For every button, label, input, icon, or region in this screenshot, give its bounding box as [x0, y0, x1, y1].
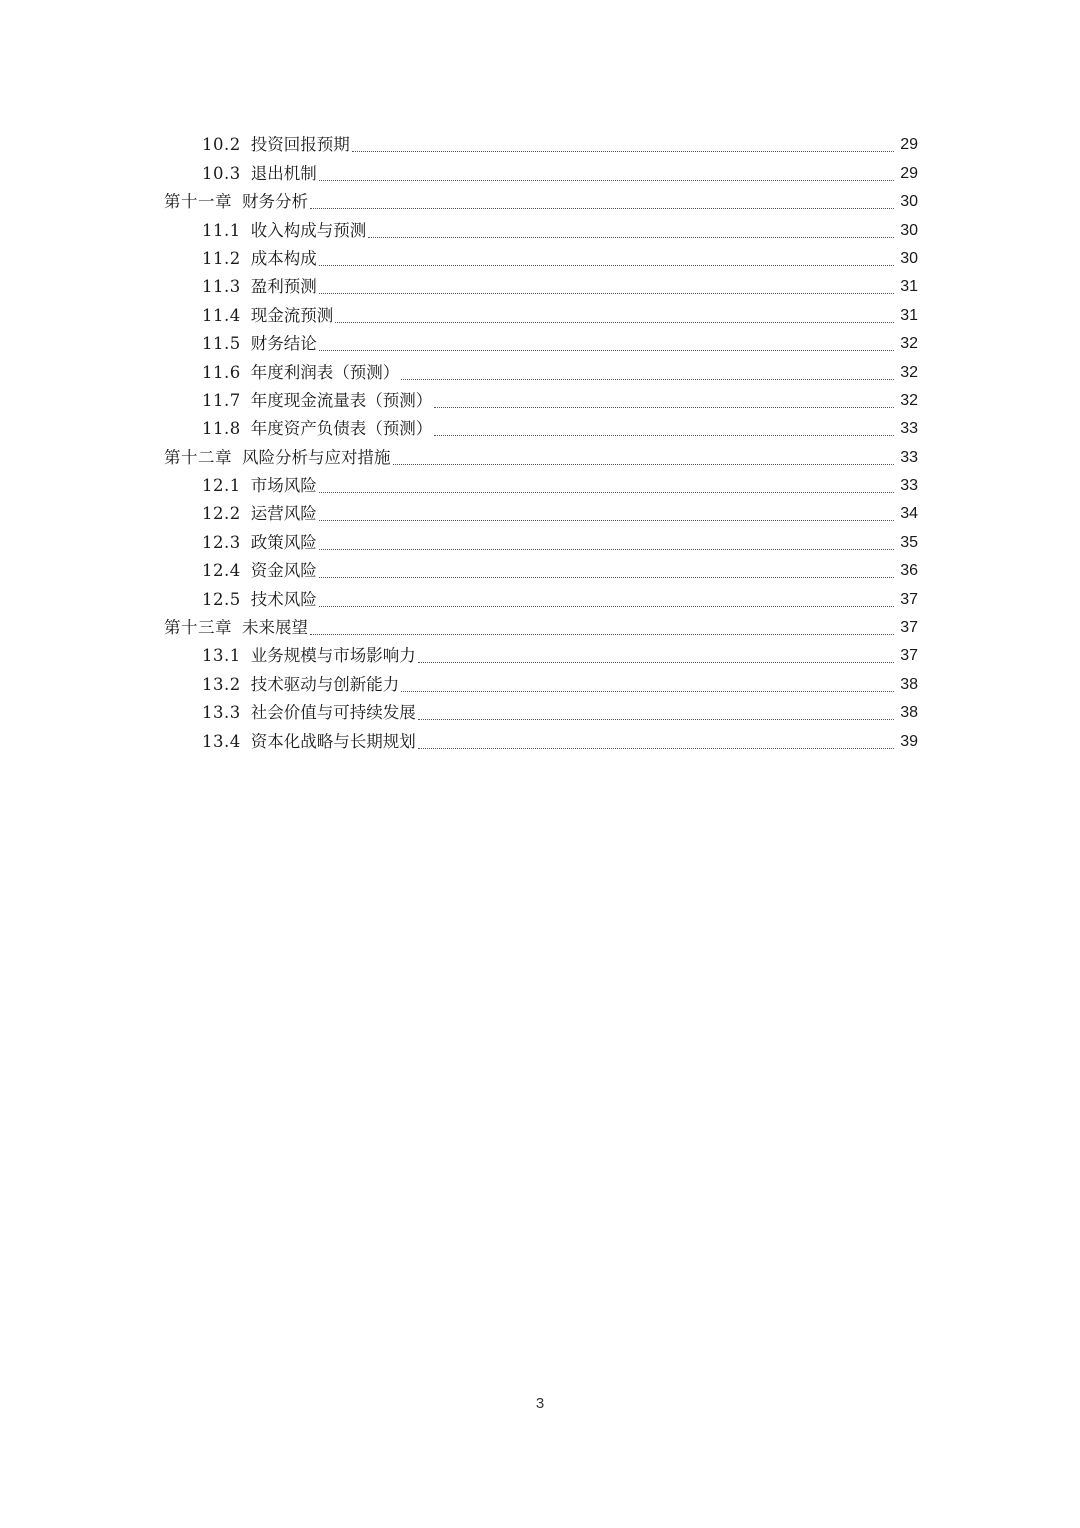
- toc-entry-title: 资金风险: [250, 561, 317, 581]
- toc-entry-page: 37: [900, 590, 918, 608]
- toc-dot-leader: [319, 491, 894, 493]
- toc-entry-title: 退出机制: [250, 163, 317, 183]
- toc-entry-page: 31: [900, 278, 918, 296]
- toc-entry-text: [164, 561, 896, 584]
- toc-entry-page: 32: [900, 363, 918, 381]
- toc-chapter-entry[interactable]: [164, 613, 918, 641]
- toc-section-entry[interactable]: [164, 386, 918, 414]
- toc-section-entry[interactable]: [164, 584, 918, 612]
- toc-dot-leader: [352, 150, 894, 152]
- toc-section-entry[interactable]: [164, 130, 918, 158]
- toc-entry-number: 11.3: [202, 277, 241, 297]
- toc-entry-title: 年度资产负债表（预测）: [250, 419, 433, 439]
- toc-entry-text: [164, 703, 896, 726]
- toc-entry-page: 35: [900, 533, 918, 551]
- toc-entry-page: 32: [900, 335, 918, 353]
- toc-dot-leader: [418, 747, 894, 749]
- toc-dot-leader: [401, 378, 894, 380]
- toc-section-entry[interactable]: [164, 158, 918, 186]
- toc-entry-number: 11.8: [202, 419, 241, 439]
- toc-entry-page: 30: [900, 249, 918, 267]
- toc-entry-page: 30: [900, 221, 918, 239]
- toc-entry-page: 37: [900, 647, 918, 665]
- toc-entry-page: 31: [900, 306, 918, 324]
- toc-entry-text: [164, 277, 896, 300]
- toc-entry-title: 业务规模与市场影响力: [250, 646, 416, 666]
- toc-entry-title: 现金流预测: [250, 305, 334, 325]
- toc-entry-title: 年度利润表（预测）: [250, 362, 400, 382]
- toc-entry-text: [164, 363, 896, 386]
- toc-section-entry[interactable]: [164, 527, 918, 555]
- toc-section-entry[interactable]: [164, 471, 918, 499]
- toc-entry-number: 13.3: [202, 703, 241, 723]
- toc-dot-leader: [335, 321, 894, 323]
- toc-entry-text: [164, 504, 896, 527]
- toc-entry-number: 13.4: [202, 731, 241, 751]
- toc-entry-number: 13.1: [202, 646, 241, 666]
- toc-entry-number: 11.7: [202, 390, 241, 410]
- toc-entry-text: [164, 618, 896, 641]
- toc-entry-page: 36: [900, 562, 918, 580]
- toc-section-entry[interactable]: [164, 726, 918, 754]
- toc-section-entry[interactable]: [164, 556, 918, 584]
- toc-dot-leader: [319, 179, 894, 181]
- toc-entry-title: 资本化战略与长期规划: [250, 731, 416, 751]
- toc-entry-text: [164, 391, 896, 414]
- toc-entry-title: 收入构成与预测: [250, 220, 367, 240]
- toc-dot-leader: [319, 292, 894, 294]
- toc-entry-number: 12.3: [202, 532, 241, 552]
- toc-section-entry[interactable]: [164, 215, 918, 243]
- toc-entry-number: 第十三章: [164, 618, 232, 638]
- toc-entry-title: 运营风险: [250, 504, 317, 524]
- toc-entry-number: 12.2: [202, 504, 241, 524]
- toc-entry-page: 30: [900, 193, 918, 211]
- toc-section-entry[interactable]: [164, 698, 918, 726]
- toc-entry-page: 33: [900, 477, 918, 495]
- toc-entry-text: [164, 476, 896, 499]
- toc-entry-number: 12.4: [202, 561, 241, 581]
- toc-entry-title: 风险分析与应对措施: [242, 447, 391, 467]
- toc-entry-number: 12.5: [202, 589, 241, 609]
- toc-entry-text: [164, 192, 896, 215]
- toc-dot-leader: [319, 349, 894, 351]
- toc-dot-leader: [319, 605, 894, 607]
- toc-entry-number: 11.4: [202, 305, 241, 325]
- toc-entry-title: 政策风险: [250, 532, 317, 552]
- toc-entry-number: 12.1: [202, 476, 241, 496]
- toc-section-entry[interactable]: [164, 669, 918, 697]
- toc-entry-title: 未来展望: [242, 618, 308, 638]
- toc-entry-page: 34: [900, 505, 918, 523]
- toc-entry-number: 11.2: [202, 248, 241, 268]
- toc-entry-title: 市场风险: [250, 476, 317, 496]
- toc-entry-number: 13.2: [202, 674, 241, 694]
- toc-section-entry[interactable]: [164, 357, 918, 385]
- toc-section-entry[interactable]: [164, 499, 918, 527]
- toc-dot-leader: [319, 519, 894, 521]
- toc-entry-text: [164, 646, 896, 669]
- toc-entry-number: 第十一章: [164, 192, 232, 212]
- toc-entry-title: 财务分析: [242, 192, 308, 212]
- toc-dot-leader: [319, 548, 894, 550]
- toc-entry-number: 11.5: [202, 334, 241, 354]
- toc-entry-page: 37: [900, 619, 918, 637]
- toc-entry-number: 11.6: [202, 362, 241, 382]
- toc-section-entry[interactable]: [164, 300, 918, 328]
- toc-section-entry[interactable]: [164, 414, 918, 442]
- toc-entry-title: 成本构成: [250, 248, 317, 268]
- table-of-contents: [164, 130, 918, 755]
- toc-entry-page: 32: [900, 391, 918, 409]
- toc-entry-page: 39: [900, 732, 918, 750]
- toc-entry-number: 第十二章: [164, 447, 232, 467]
- toc-chapter-entry[interactable]: [164, 187, 918, 215]
- toc-entry-number: 10.2: [202, 135, 241, 155]
- toc-entry-page: 29: [900, 136, 918, 154]
- toc-dot-leader: [319, 264, 894, 266]
- toc-entry-title: 年度现金流量表（预测）: [250, 390, 433, 410]
- toc-dot-leader: [418, 718, 894, 720]
- toc-dot-leader: [319, 576, 894, 578]
- toc-dot-leader: [418, 661, 894, 663]
- toc-entry-page: 38: [900, 675, 918, 693]
- toc-entry-title: 社会价值与可持续发展: [250, 703, 416, 723]
- toc-entry-text: [164, 249, 896, 272]
- toc-entry-title: 投资回报预期: [250, 135, 350, 155]
- toc-entry-text: [164, 448, 896, 471]
- toc-chapter-entry[interactable]: [164, 442, 918, 470]
- toc-entry-text: [164, 334, 896, 357]
- toc-dot-leader: [401, 690, 894, 692]
- toc-dot-leader: [310, 207, 894, 209]
- toc-dot-leader: [368, 236, 894, 238]
- toc-entry-text: [164, 306, 896, 329]
- toc-entry-page: 33: [900, 420, 918, 438]
- toc-entry-number: 10.3: [202, 163, 241, 183]
- toc-entry-title: 财务结论: [250, 334, 317, 354]
- toc-dot-leader: [434, 434, 894, 436]
- toc-entry-text: [164, 164, 896, 187]
- toc-dot-leader: [434, 406, 894, 408]
- toc-entry-title: 技术驱动与创新能力: [250, 674, 400, 694]
- toc-entry-text: [164, 533, 896, 556]
- toc-entry-text: [164, 419, 896, 442]
- toc-entry-text: [164, 135, 896, 158]
- toc-entry-text: [164, 221, 896, 244]
- toc-entry-text: [164, 590, 896, 613]
- toc-entry-number: 11.1: [202, 220, 241, 240]
- toc-dot-leader: [393, 463, 895, 465]
- toc-section-entry[interactable]: [164, 329, 918, 357]
- toc-entry-page: 29: [900, 164, 918, 182]
- toc-entry-title: 盈利预测: [250, 277, 317, 297]
- page-number: 3: [535, 1395, 545, 1412]
- toc-section-entry[interactable]: [164, 641, 918, 669]
- toc-entry-title: 技术风险: [250, 589, 317, 609]
- toc-entry-page: 38: [900, 704, 918, 722]
- toc-entry-page: 33: [900, 448, 918, 466]
- toc-entry-text: [164, 732, 896, 755]
- toc-section-entry[interactable]: [164, 272, 918, 300]
- toc-dot-leader: [310, 633, 894, 635]
- toc-entry-text: [164, 675, 896, 698]
- toc-section-entry[interactable]: [164, 244, 918, 272]
